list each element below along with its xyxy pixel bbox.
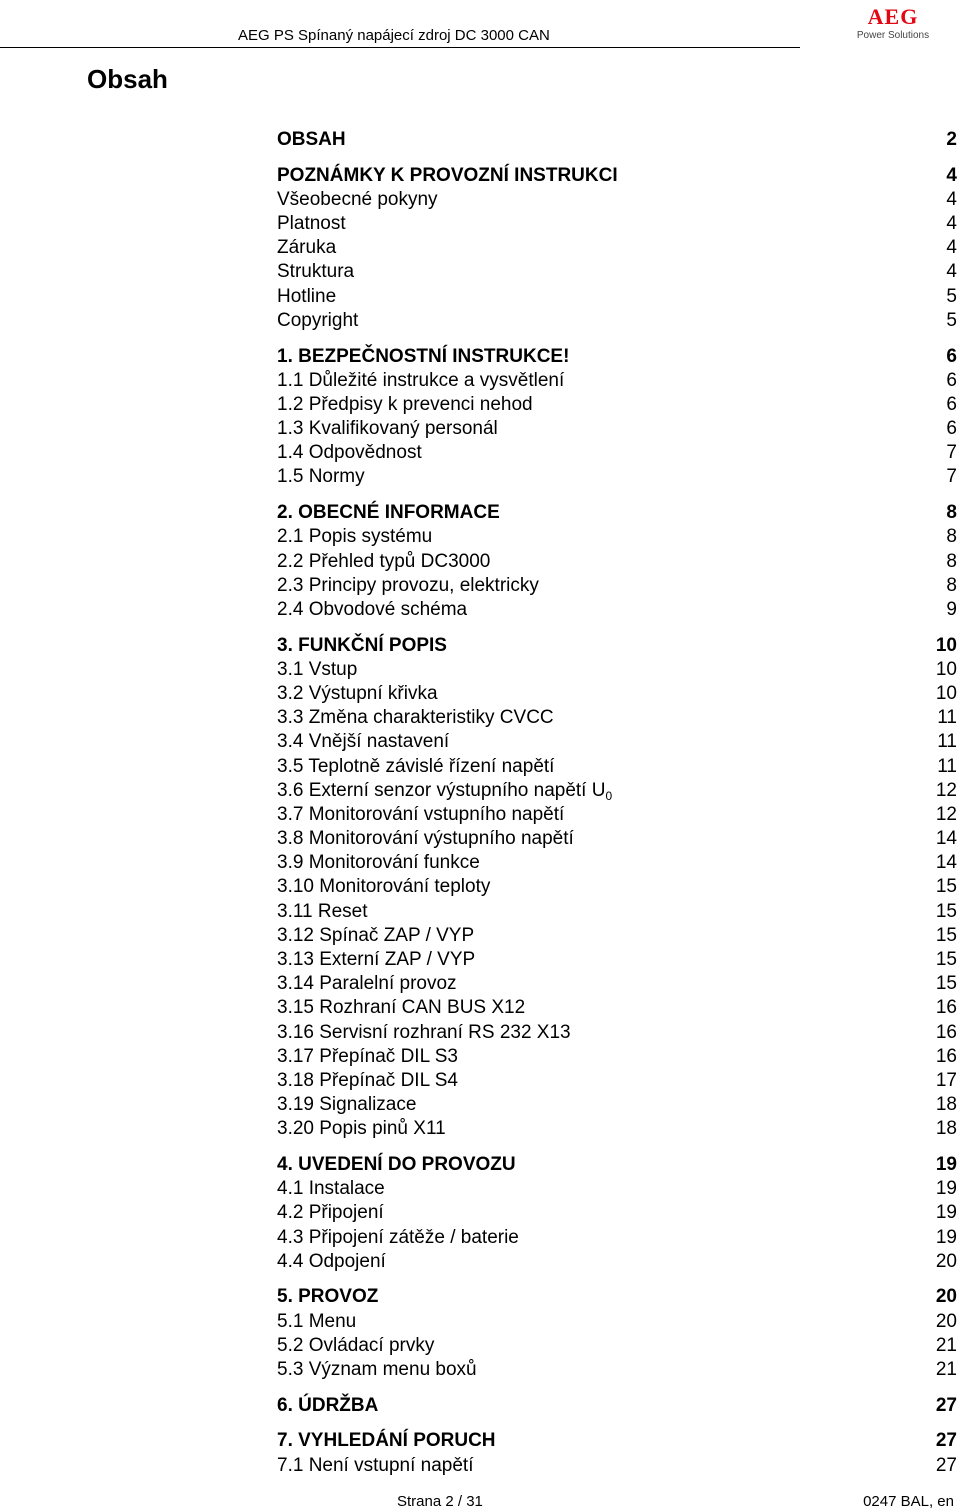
- toc-entry-page: 16: [935, 1021, 957, 1043]
- footer-page-number: Strana 2 / 31: [397, 1493, 483, 1510]
- toc-entry[interactable]: [277, 1069, 957, 1093]
- toc-entry-page: 12: [935, 779, 957, 801]
- toc-entry-page: 10: [935, 682, 957, 704]
- toc-chapter-heading[interactable]: [277, 634, 957, 658]
- toc-entry-title: [277, 1226, 519, 1250]
- toc-entry[interactable]: [277, 212, 957, 236]
- toc-entry[interactable]: [277, 948, 957, 972]
- logo-subtitle: Power Solutions: [856, 30, 930, 41]
- toc-entry-title: [277, 658, 357, 682]
- aeg-logo: [850, 4, 936, 42]
- toc-entry-title: [277, 996, 525, 1020]
- toc-entry-title: [277, 1069, 458, 1093]
- toc-entry-page: 27: [935, 1394, 957, 1416]
- toc-entry-page: 21: [935, 1334, 957, 1356]
- toc-entry-page: 12: [935, 803, 957, 825]
- toc-entry[interactable]: [277, 1045, 957, 1069]
- toc-entry-title: [277, 1454, 473, 1478]
- toc-entry-title-text: 3.19 Signalizace: [277, 1094, 417, 1116]
- toc-entry-page: 11: [937, 731, 957, 753]
- toc-entry-title-text: 5.1 Menu: [277, 1310, 357, 1332]
- toc-entry-title-text: 3.10 Monitorování teploty: [277, 876, 491, 898]
- toc-entry[interactable]: [277, 900, 957, 924]
- toc-entry-title-text: 3.18 Přepínač DIL S4: [277, 1069, 458, 1091]
- toc-section: [277, 345, 957, 490]
- toc-entry[interactable]: [277, 972, 957, 996]
- toc-entry-title: [277, 465, 365, 489]
- toc-entry-page: 19: [935, 1226, 957, 1248]
- toc-entry[interactable]: [277, 1177, 957, 1201]
- toc-entry-title-text: 3.7 Monitorování vstupního napětí: [277, 803, 565, 825]
- toc-entry-page: 21: [935, 1359, 957, 1380]
- toc-entry[interactable]: [277, 875, 957, 899]
- toc-entry-title: [277, 900, 367, 924]
- toc-entry[interactable]: [277, 924, 957, 948]
- toc-entry-title-text: 3. FUNKČNÍ POPIS: [277, 634, 447, 656]
- toc-entry-title: [277, 285, 336, 309]
- document-header-title: AEG PS Spínaný napájecí zdroj DC 3000 CAN: [238, 27, 550, 44]
- toc-entry-title-text: 4.3 Připojení zátěže / baterie: [277, 1226, 519, 1248]
- toc-entry[interactable]: [277, 779, 957, 803]
- toc-entry-title: [277, 1429, 496, 1453]
- toc-entry-page: 4: [946, 164, 957, 186]
- toc-entry[interactable]: [277, 851, 957, 875]
- toc-entry-title: [277, 1153, 516, 1177]
- toc-entry[interactable]: [277, 188, 957, 212]
- toc-entry[interactable]: [277, 1334, 957, 1358]
- toc-entry-title-text: 4.4 Odpojení: [277, 1250, 386, 1272]
- toc-entry-page: 11: [937, 707, 957, 729]
- toc-entry-title-text: 4. UVEDENÍ DO PROVOZU: [277, 1154, 516, 1175]
- toc-entry-title: [277, 236, 336, 260]
- toc-section: [277, 1153, 957, 1274]
- toc-entry-title-text: 3.6 Externí senzor výstupního napětí U: [277, 779, 606, 801]
- toc-entry-page: 6: [946, 369, 957, 391]
- toc-entry-page: 7: [946, 466, 957, 488]
- toc-entry-title-text: Copyright: [277, 309, 359, 331]
- toc-chapter-heading[interactable]: [277, 1153, 957, 1177]
- toc-entry-page: 16: [935, 997, 957, 1019]
- toc-entry[interactable]: [277, 1454, 957, 1478]
- toc-entry[interactable]: [277, 803, 957, 827]
- toc-entry[interactable]: [277, 658, 957, 682]
- toc-entry-title-text: 7.1 Není vstupní napětí: [277, 1454, 474, 1476]
- toc-entry-page: 7: [946, 442, 957, 464]
- toc-entry-title-text: 1.5 Normy: [277, 466, 365, 488]
- toc-chapter-heading[interactable]: [277, 501, 957, 525]
- toc-entry-page: 8: [946, 574, 957, 596]
- toc-entry-title: [277, 972, 457, 996]
- toc-entry-title: [277, 128, 346, 152]
- toc-entry-page: 15: [935, 900, 957, 922]
- footer-document-code: 0247 BAL, en: [863, 1493, 954, 1510]
- toc-entry-title-text: 3.15 Rozhraní CAN BUS X12: [277, 997, 526, 1019]
- toc-entry-title: [277, 730, 449, 754]
- toc-entry-title-text: 2.3 Principy provozu, elektricky: [277, 574, 539, 596]
- toc-entry-title-text: 2. OBECNÉ INFORMACE: [277, 502, 500, 524]
- toc-entry[interactable]: [277, 598, 957, 622]
- toc-entry-title-text: OBSAH: [277, 129, 346, 150]
- toc-entry-title-text: Všeobecné pokyny: [277, 188, 438, 210]
- toc-entry-title-text: 1.2 Předpisy k prevenci nehod: [277, 393, 533, 415]
- toc-entry[interactable]: [277, 682, 957, 706]
- toc-entry-title-text: 3.9 Monitorování funkce: [277, 852, 480, 874]
- toc-entry[interactable]: [277, 260, 957, 284]
- toc-entry[interactable]: [277, 1226, 957, 1250]
- toc-entry[interactable]: [277, 1310, 957, 1334]
- toc-entry[interactable]: [277, 827, 957, 851]
- toc-entry-title: [277, 827, 574, 851]
- toc-entry-title-text: 3.16 Servisní rozhraní RS 232 X13: [277, 1021, 571, 1043]
- toc-entry-subscript: 0: [605, 788, 613, 803]
- toc-entry[interactable]: [277, 1250, 957, 1274]
- toc-entry-title: [277, 260, 354, 284]
- toc-entry-title: [277, 441, 422, 465]
- toc-entry-title-text: 2.4 Obvodové schéma: [277, 598, 468, 620]
- toc-entry[interactable]: [277, 730, 957, 754]
- toc-entry-page: 2: [946, 129, 957, 150]
- toc-entry-title: [277, 1394, 378, 1418]
- toc-entry-title: [277, 1093, 416, 1117]
- toc-entry-title-text: 4.1 Instalace: [277, 1178, 385, 1200]
- toc-entry-title: [277, 1250, 386, 1274]
- toc-entry-page: 19: [935, 1154, 957, 1175]
- toc-entry-title-text: 5.2 Ovládací prvky: [277, 1334, 435, 1356]
- toc-entry-page: 5: [946, 309, 957, 331]
- toc-entry-title: [277, 501, 500, 525]
- toc-entry[interactable]: [277, 465, 957, 489]
- toc-chapter-heading[interactable]: [277, 1285, 957, 1309]
- toc-entry-page: 20: [935, 1250, 957, 1272]
- toc-entry-page: 9: [946, 598, 957, 620]
- toc-entry-title: [277, 1201, 384, 1225]
- toc-entry-title: [277, 550, 490, 574]
- toc-entry-title-text: Struktura: [277, 261, 355, 283]
- toc-chapter-heading[interactable]: [277, 1394, 957, 1418]
- toc-entry-title: [277, 1310, 356, 1334]
- header-divider: [0, 47, 800, 48]
- toc-entry-title: [277, 803, 564, 827]
- toc-section: [277, 1429, 957, 1477]
- toc-entry-title: [277, 345, 569, 369]
- toc-entry-page: 4: [946, 188, 957, 210]
- toc-entry-title-text: 5. PROVOZ: [277, 1286, 379, 1308]
- toc-entry-title: [277, 682, 438, 706]
- toc-entry-title-text: 3.1 Vstup: [277, 658, 358, 680]
- toc-entry-page: 17: [935, 1069, 957, 1091]
- toc-entry-title: [277, 1285, 378, 1309]
- toc-entry[interactable]: [277, 393, 957, 417]
- toc-entry-title: [277, 309, 358, 333]
- toc-entry[interactable]: [277, 417, 957, 441]
- toc-entry-title: [277, 598, 467, 622]
- toc-entry-page: 15: [935, 924, 957, 946]
- toc-entry-page: 19: [935, 1178, 957, 1200]
- toc-entry-title-text: Záruka: [277, 237, 337, 259]
- toc-entry[interactable]: [277, 706, 957, 730]
- toc-entry-title: [277, 1334, 434, 1358]
- toc-entry-page: 27: [935, 1430, 957, 1452]
- toc-entry-title: [277, 1117, 446, 1141]
- toc-entry-page: 15: [935, 949, 957, 970]
- toc-entry-title-text: 3.8 Monitorování výstupního napětí: [277, 828, 574, 850]
- toc-entry[interactable]: [277, 1358, 957, 1382]
- toc-section: [277, 501, 957, 622]
- toc-entry-page: 6: [946, 418, 957, 440]
- toc-entry-page: 11: [937, 755, 957, 777]
- toc-entry-title-text: 3.12 Spínač ZAP / VYP: [277, 924, 475, 946]
- toc-entry-title: [277, 948, 475, 972]
- toc-section: [277, 1285, 957, 1382]
- toc-entry[interactable]: [277, 755, 957, 779]
- toc-entry-title: [277, 164, 618, 188]
- toc-entry-page: 20: [935, 1310, 957, 1332]
- toc-entry[interactable]: [277, 996, 957, 1020]
- toc-entry-page: 5: [946, 285, 957, 307]
- toc-entry-page: 10: [935, 634, 957, 656]
- toc-entry-title: [277, 924, 474, 948]
- toc-entry-title: [277, 1177, 385, 1201]
- toc-entry-title-text: 1.4 Odpovědnost: [277, 442, 422, 464]
- toc-chapter-heading[interactable]: [277, 1429, 957, 1453]
- toc-entry-page: 4: [946, 261, 957, 283]
- toc-chapter-heading[interactable]: [277, 128, 957, 152]
- toc-section: [277, 1394, 957, 1418]
- toc-entry-title-text: Hotline: [277, 285, 337, 307]
- toc-entry[interactable]: [277, 441, 957, 465]
- toc-entry-title: [277, 851, 480, 875]
- toc-entry-title: [277, 1045, 458, 1069]
- toc-entry[interactable]: [277, 309, 957, 333]
- toc-entry-title-text: 3.11 Reset: [277, 900, 368, 922]
- toc-entry-title: [277, 525, 432, 549]
- toc-entry-title-text: 4.2 Připojení: [277, 1202, 384, 1224]
- table-of-contents: [277, 128, 957, 1489]
- toc-chapter-heading[interactable]: [277, 164, 957, 188]
- toc-entry-page: 15: [935, 876, 957, 898]
- toc-entry-page: 10: [935, 658, 957, 680]
- toc-entry[interactable]: [277, 550, 957, 574]
- toc-entry-title-text: 1.1 Důležité instrukce a vysvětlení: [277, 369, 565, 391]
- toc-entry-page: 6: [946, 345, 957, 367]
- toc-entry[interactable]: [277, 1021, 957, 1045]
- toc-entry[interactable]: [277, 1117, 957, 1141]
- toc-entry-title-text: 3.14 Paralelní provoz: [277, 973, 457, 995]
- toc-entry-title-text: 3.17 Přepínač DIL S3: [277, 1045, 458, 1067]
- toc-entry-title-text: 3.3 Změna charakteristiky CVCC: [277, 707, 554, 729]
- page-title: Obsah: [87, 64, 168, 94]
- toc-entry-title: [277, 706, 554, 730]
- toc-entry-page: 27: [935, 1454, 957, 1476]
- toc-entry-title-text: 1. BEZPEČNOSTNÍ INSTRUKCE!: [277, 345, 570, 367]
- toc-entry-title: [277, 212, 346, 236]
- toc-section: [277, 128, 957, 152]
- toc-entry-page: 16: [935, 1045, 957, 1067]
- toc-section: [277, 164, 957, 333]
- toc-entry-title-text: 2.1 Popis systému: [277, 526, 433, 548]
- toc-entry-title-text: 3.13 Externí ZAP / VYP: [277, 949, 476, 970]
- toc-entry-title-text: Platnost: [277, 213, 346, 235]
- toc-entry[interactable]: [277, 574, 957, 598]
- toc-entry-title: [277, 875, 490, 899]
- toc-entry-title: [277, 755, 554, 779]
- toc-entry-page: 6: [946, 393, 957, 415]
- toc-entry-title: [277, 1358, 477, 1382]
- toc-entry-title-text: 1.3 Kvalifikovaný personál: [277, 418, 498, 440]
- toc-entry[interactable]: [277, 285, 957, 309]
- toc-entry-title-text: 2.2 Přehled typů DC3000: [277, 550, 491, 572]
- toc-entry-page: 19: [935, 1202, 957, 1224]
- toc-entry[interactable]: [277, 369, 957, 393]
- toc-section: [277, 634, 957, 1142]
- toc-entry-title-text: POZNÁMKY K PROVOZNÍ INSTRUKCI: [277, 164, 618, 186]
- toc-entry-page: 8: [946, 502, 957, 524]
- toc-entry-page: 14: [935, 828, 957, 850]
- toc-entry-title-text: 3.5 Teplotně závislé řízení napětí: [277, 755, 555, 777]
- toc-entry-title-text: 3.2 Výstupní křivka: [277, 682, 438, 704]
- toc-entry-title-text: 3.4 Vnější nastavení: [277, 731, 450, 753]
- toc-entry-page: 18: [935, 1094, 957, 1116]
- toc-entry-title: [277, 369, 564, 393]
- toc-entry-title-text: 6. ÚDRŽBA: [277, 1394, 379, 1416]
- toc-entry-page: 14: [935, 852, 957, 874]
- toc-entry-page: 8: [946, 550, 957, 572]
- toc-entry-page: 20: [935, 1286, 957, 1308]
- toc-entry-page: 15: [935, 973, 957, 995]
- toc-entry-title: [277, 574, 539, 598]
- toc-entry[interactable]: [277, 525, 957, 549]
- toc-entry-title: [277, 393, 533, 417]
- toc-entry-page: 8: [946, 526, 957, 548]
- toc-entry-title: [277, 417, 498, 441]
- toc-entry-page: 4: [946, 213, 957, 235]
- toc-entry-title: [277, 188, 438, 212]
- logo-mark: AEG: [867, 4, 919, 29]
- toc-entry-title-text: 5.3 Význam menu boxů: [277, 1359, 477, 1380]
- toc-entry-title: [277, 1021, 571, 1045]
- toc-entry[interactable]: [277, 1201, 957, 1225]
- toc-entry-title-text: 7. VYHLEDÁNÍ PORUCH: [277, 1430, 496, 1452]
- toc-chapter-heading[interactable]: [277, 345, 957, 369]
- toc-entry-title-text: 3.20 Popis pinů X11: [277, 1118, 446, 1140]
- toc-entry-page: 18: [935, 1118, 957, 1140]
- toc-entry-title: [277, 634, 447, 658]
- toc-entry[interactable]: [277, 236, 957, 260]
- toc-entry[interactable]: [277, 1093, 957, 1117]
- toc-entry-page: 4: [946, 237, 957, 259]
